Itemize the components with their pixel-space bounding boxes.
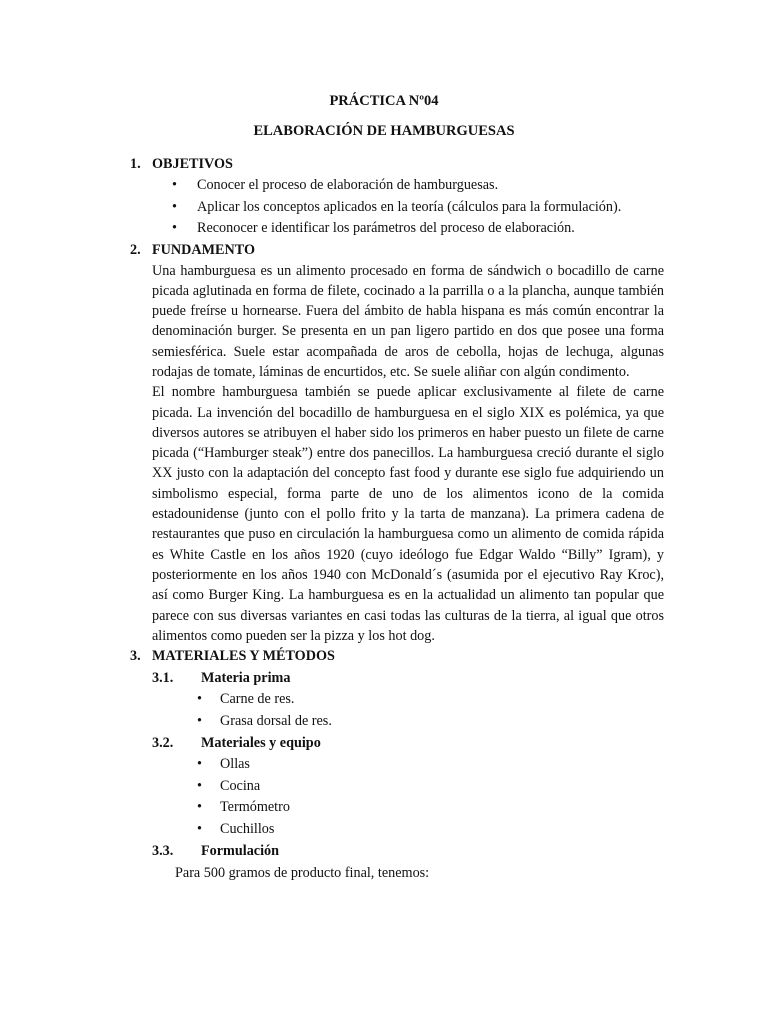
list-item	[130, 175, 664, 197]
section-materiales-heading	[130, 646, 664, 667]
section-number: 2.	[130, 241, 141, 258]
list-item	[130, 218, 664, 240]
list-item-text: Cuchillos	[220, 820, 275, 837]
section-objetivos-heading	[130, 154, 664, 175]
bullet-icon: •	[172, 198, 177, 215]
subsection-number: 3.1.	[152, 670, 174, 687]
list-item-text: Aplicar los conceptos aplicados en la teoría (cálculos para la formulación).	[197, 198, 622, 215]
section-title: MATERIALES Y MÉTODOS	[152, 648, 335, 665]
subsection-number: 3.2.	[152, 735, 174, 752]
document-body	[130, 154, 664, 884]
subsection-title: Formulación	[201, 843, 280, 860]
list-item-text: Conocer el proceso de elaboración de hamburguesas.	[197, 177, 499, 193]
bullet-icon: •	[197, 820, 202, 837]
section-title: OBJETIVOS	[152, 156, 233, 172]
subsection-formulacion-heading	[130, 840, 664, 862]
list-item	[130, 754, 664, 776]
list-item	[130, 819, 664, 841]
section-number: 1.	[130, 156, 141, 172]
list-item-text: Grasa dorsal de res.	[220, 712, 332, 729]
document-subtitle: ELABORACIÓN DE HAMBURGUESAS	[253, 123, 515, 139]
list-item-text: Cocina	[220, 777, 261, 794]
bullet-icon: •	[197, 691, 202, 708]
document-title: PRÁCTICA Nº04	[329, 93, 439, 109]
section-title: FUNDAMENTO	[152, 241, 255, 258]
section-fundamento-heading	[130, 240, 664, 261]
subsection-materia-prima-heading	[130, 667, 664, 689]
formulacion-text: Para 500 gramos de producto final, tenemos:	[175, 865, 430, 882]
bullet-icon: •	[172, 220, 177, 236]
list-item	[130, 689, 664, 711]
list-item-text: Carne de res.	[220, 691, 295, 708]
list-item	[130, 711, 664, 733]
list-item-text: Ollas	[220, 756, 250, 773]
bullet-icon: •	[197, 756, 202, 773]
materia-prima-list	[130, 689, 664, 732]
equipo-list	[130, 754, 664, 840]
list-item	[130, 197, 664, 219]
bullet-icon: •	[172, 177, 177, 193]
subsection-number: 3.3.	[152, 843, 174, 860]
objetivos-list	[130, 175, 664, 240]
subsection-title: Materia prima	[201, 670, 291, 687]
fundamento-paragraph-1: Una hamburguesa es un alimento procesado en forma de sándwich o bocadillo de carne picada aglutinada en forma de filete, cocinado a la parrilla o a la plancha, aunque también puede freírse u hornearse. Fuera del ámbito de habla hispana es más común encontrar la denominación burger. Se presenta en un pan ligero partido en dos que posee una forma semiesférica. Suele estar acompañada de aros de cebolla, hojas de lechuga, algunas rodajas de tomate, láminas de encurtidos, etc. Se suele aliñar con algún condimento.	[152, 262, 664, 380]
subsection-equipo-heading	[130, 732, 664, 754]
subsection-title: Materiales y equipo	[201, 735, 321, 752]
fundamento-paragraph-2: El nombre hamburguesa también se puede aplicar exclusivamente al filete de carne picada. La invención del bocadillo de hamburguesa en el siglo XIX es polémica, ya que diversos autores se atribuyen el haber sido los primeros en haber puesto un filete de carne picada (“Hamburger steak”) entre dos panecillos. La hamburguesa creció durante el siglo XX justo con la adaptación del concepto fast food y durante ese siglo fue adquiriendo un simbolismo especial, forma parte de uno de los alimentos icono de la comida estadounidense (junto con el pollo frito y la tarta de manzana). La primera cadena de restaurantes que puso en circulación la hamburguesa como un alimento de comida rápida es White Castle en los años 1920 (cuyo ideólogo fue Edgar Waldo “Billy” Igram), y posteriormente en los años 1940 con McDonald´s (asumida por el ejecutivo Ray Kroc), así como Burger King. La hamburguesa es en la actualidad un alimento tan popular que parece con sus diversas variantes en casi todas las culturas de la tierra, al igual que otros alimentos como pueden ser la pizza y los hot dog.	[152, 384, 664, 644]
bullet-icon: •	[197, 777, 202, 794]
section-number: 3.	[130, 648, 141, 665]
list-item-text: Termómetro	[220, 799, 290, 816]
list-item-text: Reconocer e identificar los parámetros del proceso de elaboración.	[197, 220, 575, 236]
list-item	[130, 797, 664, 819]
bullet-icon: •	[197, 712, 202, 729]
list-item	[130, 776, 664, 798]
bullet-icon: •	[197, 799, 202, 816]
